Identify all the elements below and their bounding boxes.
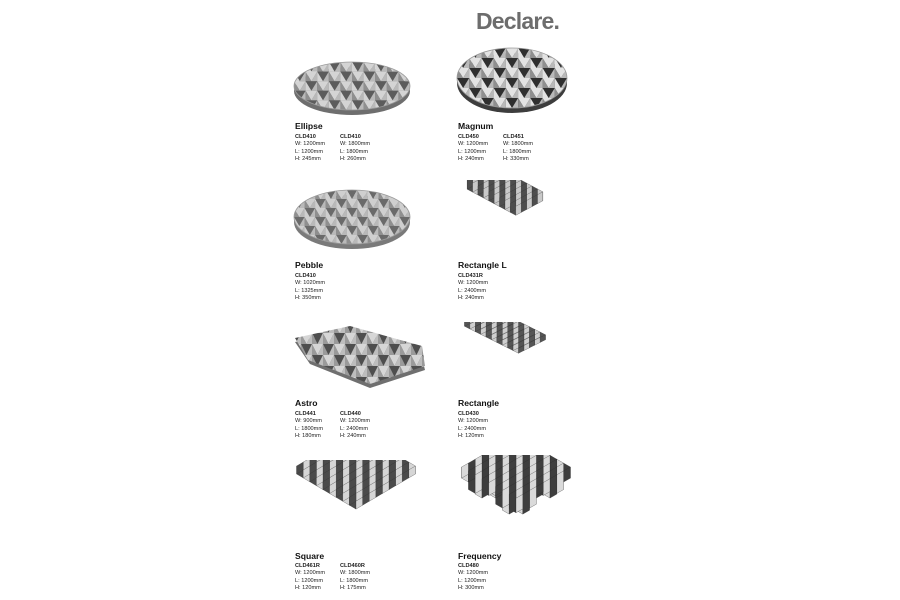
square-illustration <box>290 460 440 546</box>
spec-block <box>340 411 370 440</box>
product-name: Frequency <box>458 551 502 561</box>
spec-height: H: 120mm <box>458 432 484 439</box>
spec-height: H: 120mm <box>295 584 321 591</box>
product-code: CLD410 <box>295 134 316 140</box>
spec-height: H: 175mm <box>340 584 366 591</box>
spec-length: L: 1200mm <box>295 577 323 584</box>
spec-width: W: 1800mm <box>503 141 534 148</box>
spec-height: H: 240mm <box>340 432 366 439</box>
product-ellipse <box>290 50 440 188</box>
spec-height: H: 240mm <box>458 155 484 162</box>
product-name: Square <box>295 551 325 561</box>
spec-height: H: 260mm <box>340 155 366 162</box>
spec-block <box>458 411 488 440</box>
spec-width: W: 1200mm <box>458 141 489 148</box>
spec-block <box>295 563 325 592</box>
spec-length: L: 1200mm <box>458 577 486 584</box>
spec-width: W: 1800mm <box>340 141 371 148</box>
spec-width: W: 1200mm <box>458 570 489 577</box>
pebble-illustration <box>290 183 440 263</box>
spec-width: W: 1200mm <box>340 418 371 425</box>
spec-length: L: 1800mm <box>340 148 368 155</box>
product-name: Pebble <box>295 260 324 270</box>
spec-width: W: 1200mm <box>295 141 326 148</box>
product-name: Rectangle <box>458 398 500 408</box>
product-code: CLD460R <box>340 563 365 569</box>
product-code: CLD461R <box>295 563 320 569</box>
product-name: Ellipse <box>295 121 323 131</box>
product-code: CLD451 <box>503 134 524 140</box>
spec-width: W: 900mm <box>295 418 322 425</box>
spec-width: W: 1200mm <box>458 280 489 287</box>
spec-height: H: 300mm <box>458 584 484 591</box>
spec-width: W: 1800mm <box>340 570 371 577</box>
spec-height: H: 350mm <box>295 294 321 301</box>
product-name: Magnum <box>458 121 494 131</box>
spec-length: L: 1325mm <box>295 287 323 294</box>
product-code: CLD480 <box>458 563 479 569</box>
spec-height: H: 240mm <box>458 294 484 301</box>
spec-block <box>458 134 488 163</box>
product-code: CLD430 <box>458 411 479 417</box>
spec-block <box>458 563 488 592</box>
frequency-illustration <box>450 455 600 545</box>
product-code: CLD441 <box>295 411 316 417</box>
product-code: CLD410 <box>340 134 361 140</box>
spec-length: L: 1800mm <box>340 577 368 584</box>
product-code: CLD410 <box>295 273 316 279</box>
magnum-illustration <box>455 42 605 122</box>
spec-block <box>295 273 325 302</box>
rectangle-illustration <box>455 322 605 394</box>
spec-width: W: 1020mm <box>295 280 326 287</box>
brand-logo: Declare. <box>476 8 560 34</box>
spec-width: W: 1200mm <box>458 418 489 425</box>
spec-block <box>340 134 370 163</box>
spec-length: L: 1800mm <box>503 148 531 155</box>
product-name: Rectangle L <box>458 260 507 270</box>
product-code: CLD440 <box>340 411 361 417</box>
spec-block <box>340 563 370 592</box>
spec-length: L: 1200mm <box>295 148 323 155</box>
rectangle-l-illustration <box>455 180 605 260</box>
spec-block <box>295 134 325 163</box>
spec-height: H: 245mm <box>295 155 321 162</box>
product-name: Astro <box>295 398 318 408</box>
spec-length: L: 2400mm <box>458 425 486 432</box>
spec-height: H: 180mm <box>295 432 321 439</box>
spec-block <box>295 411 323 440</box>
spec-length: L: 1800mm <box>295 425 323 432</box>
astro-illustration <box>290 322 440 394</box>
product-code: CLD450 <box>458 134 479 140</box>
spec-length: L: 2400mm <box>458 287 486 294</box>
spec-height: H: 330mm <box>503 155 529 162</box>
product-code: CLD431R <box>458 273 483 279</box>
spec-length: L: 1200mm <box>458 148 486 155</box>
spec-length: L: 2400mm <box>340 425 368 432</box>
spec-width: W: 1200mm <box>295 570 326 577</box>
spec-block <box>503 134 533 163</box>
ellipse-illustration <box>290 50 440 122</box>
spec-block <box>458 273 488 302</box>
